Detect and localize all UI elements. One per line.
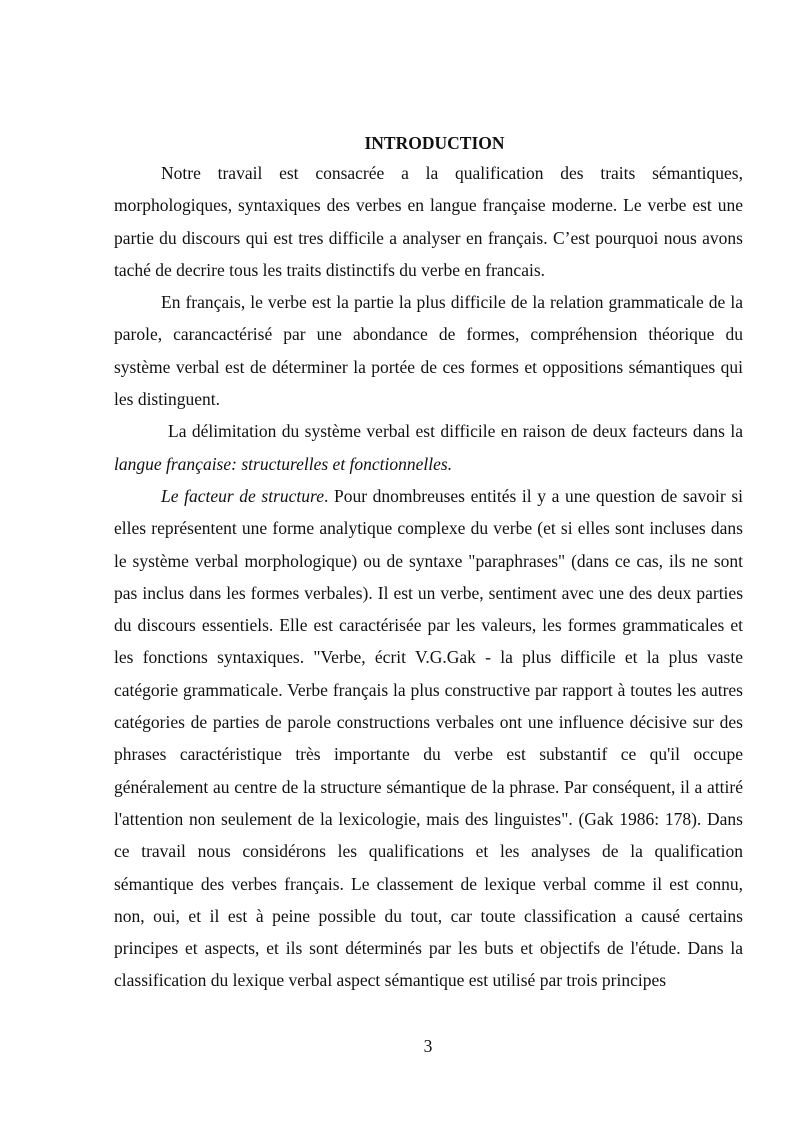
page-title: INTRODUCTION bbox=[364, 133, 505, 153]
paragraph-3 bbox=[114, 415, 743, 480]
paragraph-4 bbox=[114, 480, 743, 997]
page-number: 3 bbox=[423, 1036, 433, 1056]
paragraph-3-text: La délimitation du système verbal est difficile en raison de deux facteurs dans la bbox=[168, 421, 743, 442]
document-body bbox=[114, 131, 743, 997]
paragraph-4-italic: Le facteur de structure bbox=[161, 485, 324, 506]
paragraph-2: En français, le verbe est la partie la plus difficile de la relation grammaticale de la parole, carancactérisé par une abondance de formes, compréhension théorique du système verbal est de déterminer la portée de ces formes et oppositions sémantiques qui les distinguent. bbox=[114, 292, 743, 410]
paragraph-1: Notre travail est consacrée a la qualification des traits sémantiques, morphologiques, syntaxiques des verbes en langue française moderne. Le verbe est une partie du discours qui est tres difficile a analyser en français. C’est pourquoi nous avons taché de decrire tous les traits distinctifs du verbe en francais. bbox=[114, 163, 743, 280]
paragraph-4-text: . Pour dnombreuses entités il y a une question de savoir si elles représentent une forme analytique complexe du verbe (et si elles sont incluses dans le système verbal morphologique) ou de syntaxe "paraphrases" (dans ce cas, ils ne sont pas inclus dans les formes verbales). Il est un verbe, sentiment avec une des deux parties du discours essentiels. Elle est caractérisée par les valeurs, les formes grammaticales et les fonctions syntaxiques. "Verbe, écrit V.G.Gak - la plus difficile et la plus vaste catégorie grammaticale. Verbe français la plus constructive par rapport à toutes les autres catégories de parties de parole constructions verbales ont une influence décisive sur des phrases caractéristique très importante du verbe est substantif ce qu'il occupe généralement au centre de la structure sémantique de la phrase. Par conséquent, il a attiré l'attention non seulement de la lexicologie, mais des linguistes". (Gak 1986: 178). Dans ce travail nous considérons les qualifications et les analyses de la qualification sémantique des verbes français. Le classement de lexique verbal comme il est connu, non, oui, et il est à peine possible du tout, car toute classification a causé certains principes et aspects, et ils sont déterminés par les buts et objectifs de l'étude. Dans la classification du lexique verbal aspect sémantique est utilisé par trois principes bbox=[114, 485, 743, 991]
paragraph-3-italic: langue française: structurelles et fonctionnelles. bbox=[114, 453, 453, 474]
